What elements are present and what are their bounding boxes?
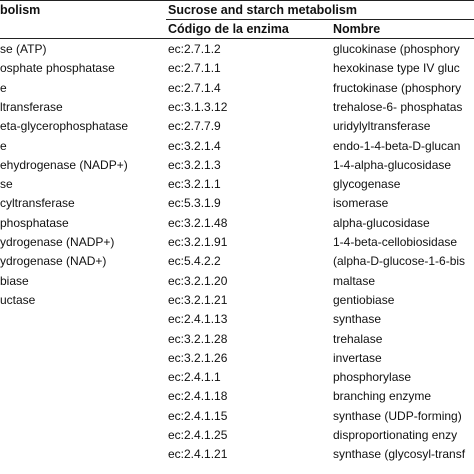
table-row-4-code-cell: ec:3.1.3.12 (168, 100, 228, 114)
table-row-8-code-cell: ec:3.2.1.1 (168, 177, 221, 191)
table-row-13-code-cell: ec:3.2.1.20 (168, 274, 228, 288)
table-row-12-name-cell: (alpha-D-glucose-1-6-bis (333, 254, 466, 268)
table-row-1-name-cell: glucokinase (phosphory (333, 42, 460, 56)
table-row-1-code-cell: ec:2.7.1.2 (168, 42, 221, 56)
table-row-6-left-cell: e (0, 139, 7, 153)
table-row-7-left-cell: ehydrogenase (NADP+) (0, 158, 128, 172)
table-row-2-name-cell: hexokinase type IV gluc (333, 61, 460, 75)
table-row-10-left-cell: phosphatase (0, 216, 69, 230)
table-row-3-code-cell: ec:2.7.1.4 (168, 81, 221, 95)
table-row-19-name-cell: branching enzyme (333, 389, 432, 403)
table-row-9-name-cell: isomerase (333, 196, 389, 210)
table-row-9-code-cell: ec:5.3.1.9 (168, 196, 221, 210)
table-row-11-name-cell: 1-4-beta-cellobiosidase (333, 235, 458, 249)
name-column-header: Nombre (333, 22, 381, 36)
table-row-11-code-cell: ec:3.2.1.91 (168, 235, 228, 249)
table-row-20-code-cell: ec:2.4.1.15 (168, 409, 228, 423)
table-row-5-left-cell: eta-glycerophosphatase (0, 119, 129, 133)
table-row-10-name-cell: alpha-glucosidase (333, 216, 430, 230)
table-row-13-left-cell: biase (0, 274, 29, 288)
table-row-17-name-cell: invertase (333, 351, 382, 365)
table-row-21-code-cell: ec:2.4.1.25 (168, 428, 228, 442)
table-row-14-code-cell: ec:3.2.1.21 (168, 293, 228, 307)
table-row-18-name-cell: phosphorylase (333, 370, 412, 384)
table-row-10-code-cell: ec:3.2.1.48 (168, 216, 228, 230)
table-row-15-code-cell: ec:2.4.1.13 (168, 312, 228, 326)
table-row-7-code-cell: ec:3.2.1.3 (168, 158, 221, 172)
code-column-header: Código de la enzima (168, 22, 289, 36)
table-row-19-code-cell: ec:2.4.1.18 (168, 389, 228, 403)
table-row-5-code-cell: ec:2.7.7.9 (168, 119, 221, 133)
table-row-3-name-cell: fructokinase (phosphory (333, 81, 462, 95)
table-row-15-name-cell: synthase (333, 312, 382, 326)
column-header-rule (0, 38, 474, 39)
table-row-22-code-cell: ec:2.4.1.21 (168, 447, 228, 461)
table-row-4-left-cell: ltransferase (0, 100, 63, 114)
table-row-20-name-cell: synthase (UDP-forming) (333, 409, 462, 423)
table-row-13-name-cell: maltase (333, 274, 376, 288)
table-row-4-name-cell: trehalose-6- phosphatas (333, 100, 463, 114)
table-row-8-name-cell: glycogenase (333, 177, 401, 191)
table-row-18-code-cell: ec:2.4.1.1 (168, 370, 221, 384)
table-row-2-left-cell: osphate phosphatase (0, 61, 115, 75)
left-group-header: bolism (0, 3, 41, 17)
table-row-22-name-cell: synthase (glycosyl-transf (333, 447, 466, 461)
table-row-14-name-cell: gentiobiase (333, 293, 395, 307)
table-row-3-left-cell: e (0, 81, 7, 95)
table-row-21-name-cell: disproportionating enzy (333, 428, 458, 442)
table-row-9-left-cell: cyltransferase (0, 196, 75, 210)
table-row-6-name-cell: endo-1-4-beta-D-glucan (333, 139, 461, 153)
table-row-16-name-cell: trehalase (333, 332, 383, 346)
table-row-1-left-cell: se (ATP) (0, 42, 47, 56)
table-row-8-left-cell: se (0, 177, 13, 191)
table-row-5-name-cell: uridylyltransferase (333, 119, 431, 133)
table-row-11-left-cell: ydrogenase (NADP+) (0, 235, 115, 249)
table-row-12-code-cell: ec:5.4.2.2 (168, 254, 221, 268)
table-row-16-code-cell: ec:3.2.1.28 (168, 332, 228, 346)
table-row-17-code-cell: ec:3.2.1.26 (168, 351, 228, 365)
table-row-2-code-cell: ec:2.7.1.1 (168, 61, 221, 75)
table-row-14-left-cell: uctase (0, 293, 36, 307)
right-group-header: Sucrose and starch metabolism (168, 3, 357, 17)
table-row-6-code-cell: ec:3.2.1.4 (168, 139, 221, 153)
table-row-7-name-cell: 1-4-alpha-glucosidase (333, 158, 452, 172)
table-row-12-left-cell: ydrogenase (NAD+) (0, 254, 107, 268)
